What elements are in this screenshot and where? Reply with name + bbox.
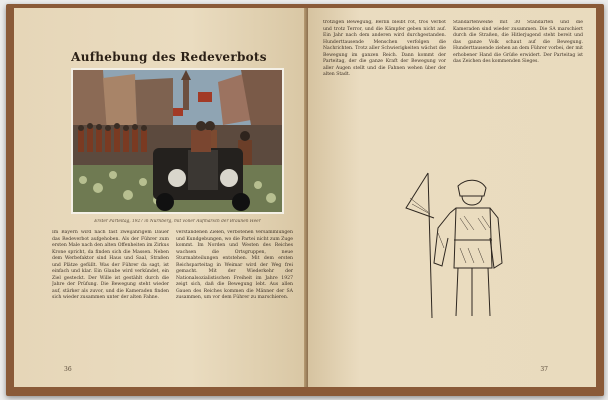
right-column-1-text: trotzigen Bewegung, Berlin bleibt rot, tros Verbot und trotz Terror, und die Kämpfer geben nicht auf. Ein Jahr nach dem anderen wird durchgestanden. Hunderttausende Menschen verfolgen die Nachrichten. Trotz aller Schwierigkeiten wächst die Bewegung im ganzen Reich. Dann kommt der Parteitag, der die ganze Kraft der Bewegung vor aller Augen stellt und die Fahnen wehen über der alten Stadt. bbox=[323, 20, 446, 77]
left-column-2-text: verstandenen Zielen, verbotenen Versammlungen und Kundgebungen, wo die Partei nicht zum Zuge kommt. Im Norden und Westen des Reiches wachsen die Ortsgruppen, neue Sturmabteilungen entstehen. Mit dem ersten Reichsparteitag in Weimar wird der Weg frei gemacht. Mit der Wiederkehr der Nationalsozialistischen Freiheit im Jahre 1927 zeigt sich, daß die Bewegung lebt. Aus allen Gauen des Reiches kommen die Männer der SA zusammen, um vor dem Führer zu marschieren. bbox=[176, 230, 293, 300]
left-page bbox=[14, 8, 307, 387]
left-page-number: 36 bbox=[64, 366, 72, 373]
right-text-column-1 bbox=[323, 20, 446, 150]
photo-caption: Erster Parteitag, 1927 in Nürnberg, mit voller Aufmarsch der Braunen Heer bbox=[94, 219, 261, 224]
parade-photo bbox=[71, 68, 284, 214]
right-page-number: 37 bbox=[540, 366, 548, 373]
left-text-column-1 bbox=[52, 230, 169, 378]
right-column-2-text: Standartenweihe mit 30 Standarten und die Kameraden sind wieder zusammen. Die SA marschiert durch die Straßen, die Hitlerjugend steht bereit und das ganze Volk schaut auf die Bewegung. Hunderttausende ziehen an dem Führer vorbei, der mit erhobener Hand die Grüße erwidert. Der Parteitag ist das Zeichen des kommenden Sieges. bbox=[453, 20, 583, 64]
right-page bbox=[308, 8, 596, 387]
left-column-1-text: Im Bayern wird nach fast zweijährigem Dauer das Redeverbot aufgehoben. Als der Führer zum ersten Male nach den alten Offenheiten im Zirkus Krone spricht, da finden sich die Massen. Neben dem Werbefaktor sind Haus und Saal, Straßen und Plätze gefüllt. Was der Führer da sagt, ist einfach und klar. Ein Glaube wird verkündet, ein Ziel gesteckt. Der Wille ist gestählt durch die Jahre der Prüfung. Die Bewegung steht wieder auf, stärker als zuvor, und die Kameraden finden sich wieder zusammen unter der alten Fahne. bbox=[52, 230, 169, 300]
soldier-sketch bbox=[398, 168, 508, 318]
chapter-heading: Aufhebung des Redeverbots bbox=[71, 50, 267, 64]
left-text-column-2 bbox=[176, 230, 293, 378]
right-text-column-2 bbox=[453, 20, 583, 150]
